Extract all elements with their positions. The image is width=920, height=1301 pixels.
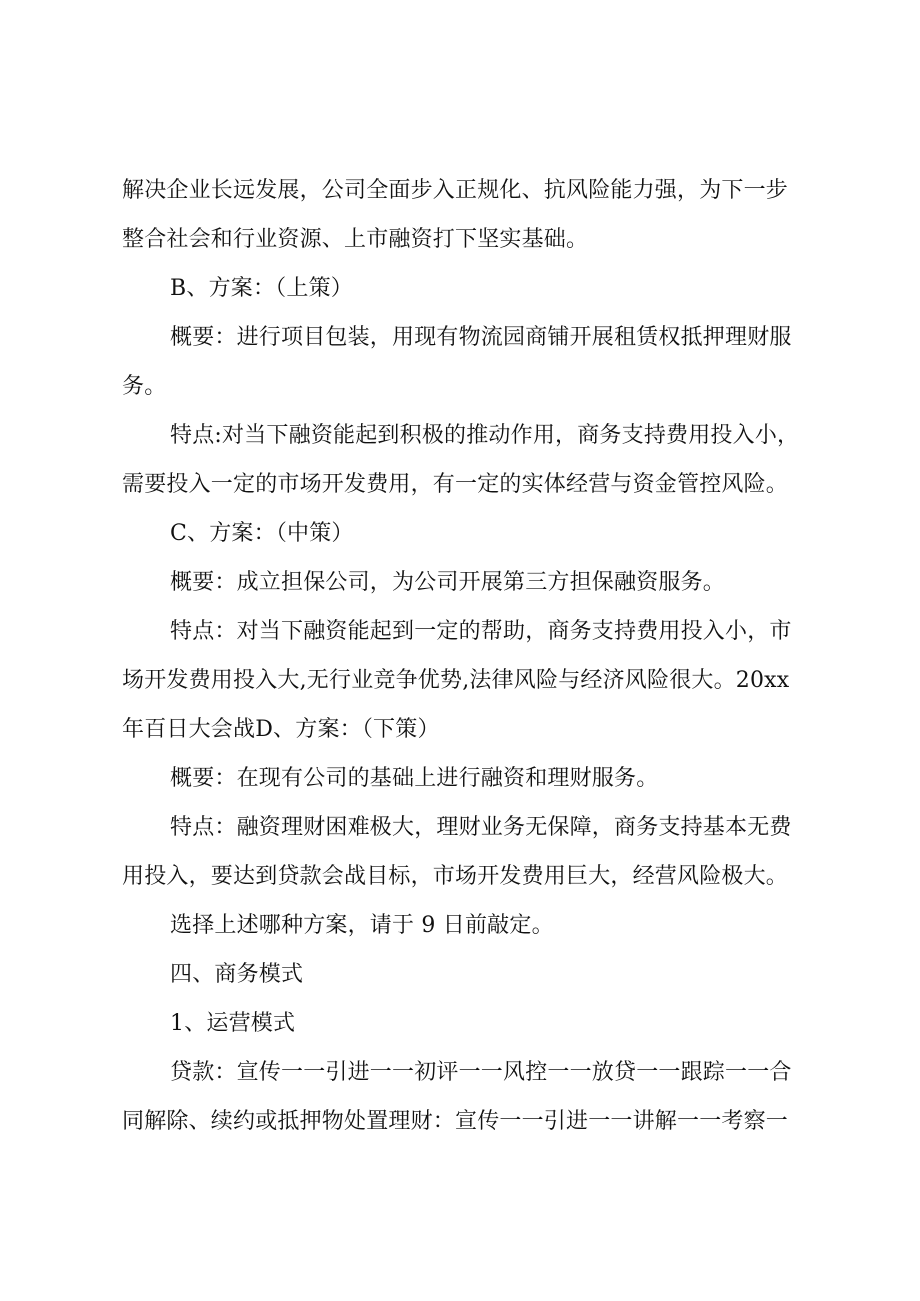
text-line: 用投入，要达到贷款会战目标，市场开发费用巨大，经营风险极大。	[122, 864, 789, 889]
section-heading: 四、商务模式	[170, 962, 304, 987]
section-heading: B、方案：（上策）	[170, 276, 353, 301]
text-line: 场开发费用投入大,无行业竞争优势,法律风险与经济风险很大。20xx	[122, 668, 790, 693]
text-line: 需要投入一定的市场开发费用，有一定的实体经营与资金管控风险。	[122, 472, 789, 497]
text-line: 特点:对当下融资能起到积极的推动作用，商务支持费用投入小，	[170, 423, 800, 448]
text-line: 概要：在现有公司的基础上进行融资和理财服务。	[170, 766, 659, 791]
text-line: 选择上述哪种方案，请于 9 日前敲定。	[170, 913, 554, 938]
text-line: 特点：融资理财困难极大，理财业务无保障，商务支持基本无费	[170, 815, 792, 840]
text-line: 务。	[122, 374, 167, 399]
text-line: 同解除、续约或抵押物处置理财：宣传一一引进一一讲解一一考察一	[122, 1109, 789, 1134]
document-body	[122, 166, 822, 1146]
section-heading: C、方案：（中策）	[170, 521, 354, 546]
text-line: 贷款：宣传一一引进一一初评一一风控一一放贷一一跟踪一一合	[170, 1060, 792, 1085]
text-line: 解决企业长远发展，公司全面步入正规化、抗风险能力强，为下一步	[122, 178, 789, 203]
subsection-heading: 1、运营模式	[170, 1011, 296, 1036]
text-line: 概要：进行项目包装，用现有物流园商铺开展租赁权抵押理财服	[170, 325, 792, 350]
text-line: 概要：成立担保公司，为公司开展第三方担保融资服务。	[170, 570, 726, 595]
text-line: 整合社会和行业资源、上市融资打下坚实基础。	[122, 227, 589, 252]
text-line: 年百日大会战D、方案：（下策）	[122, 717, 440, 742]
text-line: 特点：对当下融资能起到一定的帮助，商务支持费用投入小，市	[170, 619, 792, 644]
